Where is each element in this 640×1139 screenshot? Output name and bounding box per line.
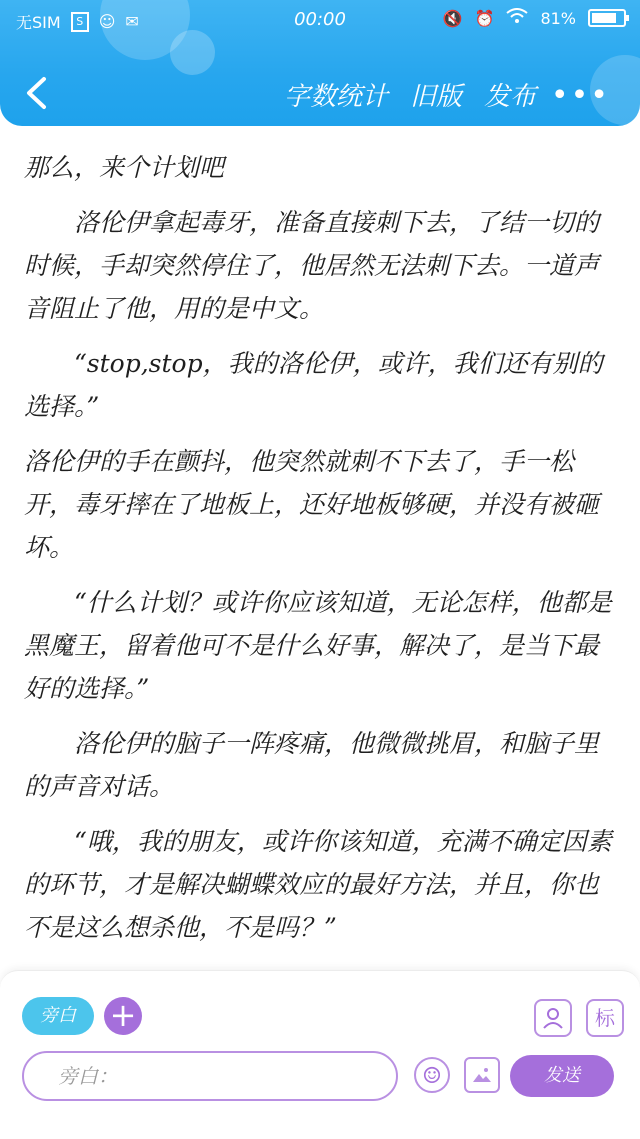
story-paragraph: “stop,stop，我的洛伦伊，或许，我们还有别的选择。” [24,349,603,421]
narration-input[interactable]: 旁白： [22,1051,398,1101]
add-role-button[interactable]: + [104,997,142,1035]
character-icon[interactable] [534,999,572,1037]
story-paragraph: 洛伦伊拿起毒牙，准备直接刺下去，了结一切的时候，手却突然停住了，他居然无法刺下去。一道声音阻止了他，用的是中文。 [24,208,600,323]
battery-icon [588,9,626,27]
status-time: 00:00 [294,9,346,30]
story-content [24,146,618,961]
mute-icon: 🔇 [442,8,463,28]
story-paragraph: 洛伦伊的脑子一阵疼痛，他微微挑眉，和脑子里的声音对话。 [24,729,600,801]
label-button[interactable]: 标 [586,999,624,1037]
word-count-button[interactable]: 字数统计 [283,82,388,112]
story-paragraph: “哦，我的朋友，或许你该知道，充满不确定因素的环节，才是解决蝴蝶效应的最好方法，并且，你也不是这么想杀他，不是吗？” [24,827,612,942]
toolbar [0,62,640,122]
battery-fill [592,13,616,23]
more-icon[interactable]: ••• [550,78,610,113]
old-version-button[interactable]: 旧版 [409,82,462,112]
emoji-icon[interactable]: ☺ [414,1057,450,1093]
wifi-icon [506,8,528,28]
sim-icon: S [71,12,89,32]
image-icon[interactable] [464,1057,500,1093]
app-header [0,0,640,126]
wechat-icon: ✉ [125,12,139,31]
status-bar [0,0,640,40]
carrier-text: 无SIM [16,13,61,32]
publish-button[interactable]: 发布 [483,82,536,112]
alarm-icon: ⏰ [474,8,495,28]
send-button[interactable]: 发送 [510,1055,614,1097]
composer-panel [0,970,640,1139]
status-right [443,8,626,28]
battery-percent: 81% [540,8,576,28]
qq-icon: ☺ [98,12,116,31]
story-paragraph: “什么计划？或许你应该知道，无论怎样，他都是黑魔王，留着他可不是什么好事，解决了，是当下最好的选择。” [24,588,612,703]
back-icon[interactable] [24,76,54,110]
story-paragraph: 那么，来个计划吧 [24,153,225,182]
narration-mode-chip[interactable]: 旁白 [22,997,94,1035]
toolbar-actions [284,76,536,113]
story-paragraph: 洛伦伊的手在颤抖，他突然就刺不下去了，手一松开，毒牙摔在了地板上，还好地板够硬，并没有被砸坏。 [24,447,600,562]
